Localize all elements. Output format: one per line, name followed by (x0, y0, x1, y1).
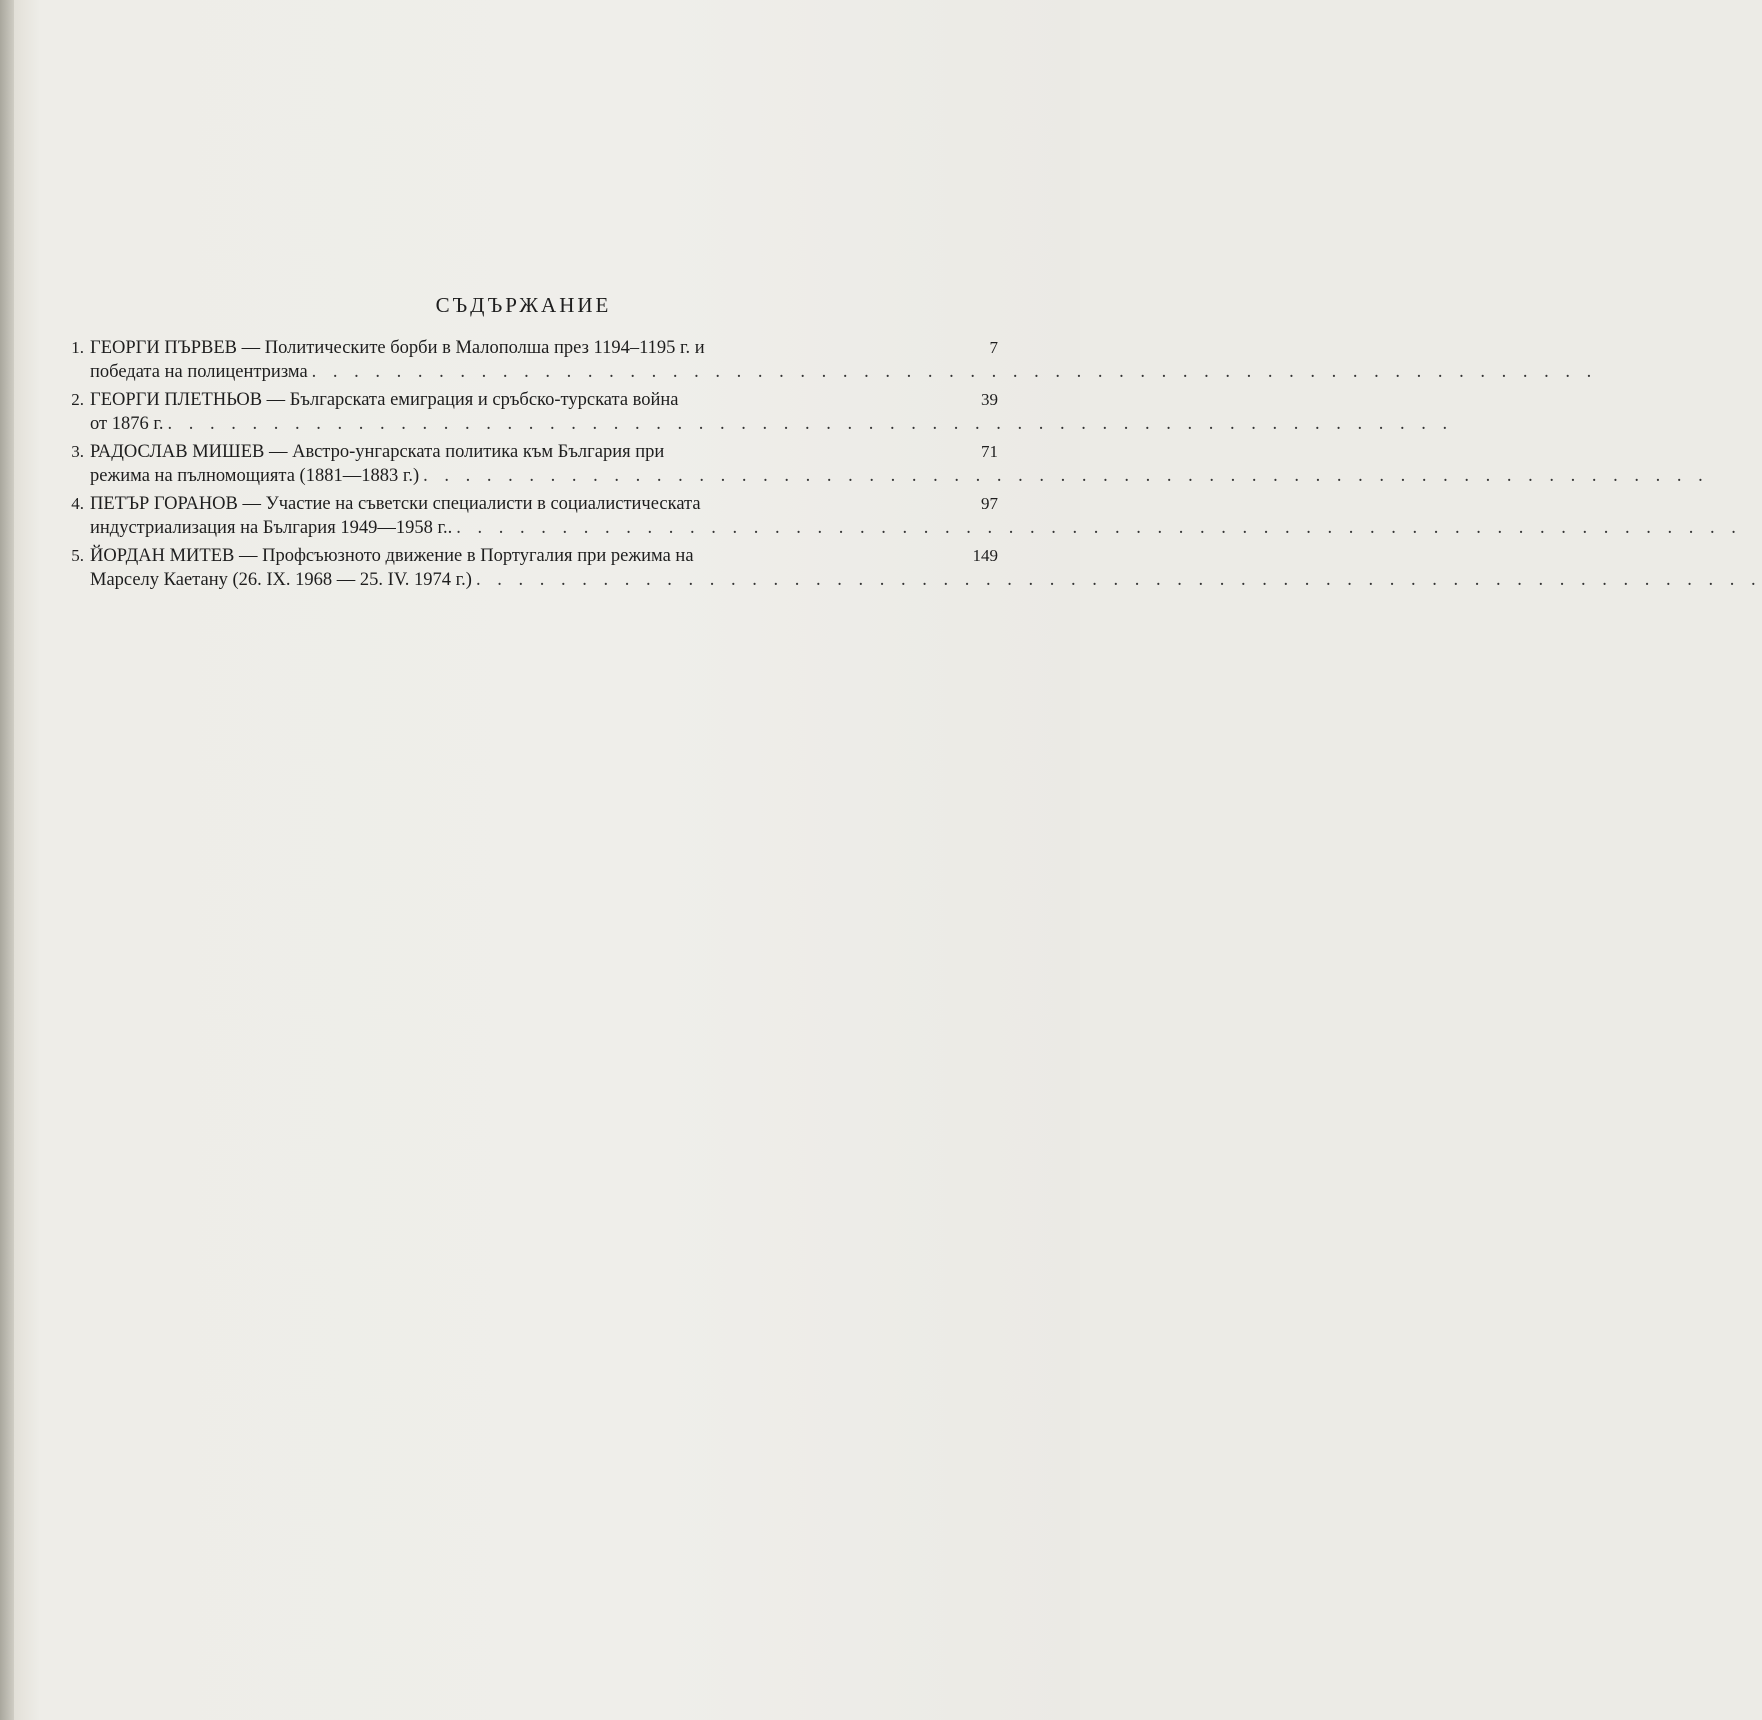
toc-entry (58, 544, 1762, 592)
entry-number: 5. (71, 546, 84, 565)
entry-title-end: от 1876 г. (90, 414, 164, 434)
entry-continuation-line (90, 412, 1454, 436)
entry-continuation-line (90, 568, 1762, 592)
dot-leader: . . . . . . . . . . . . . . . . . . . . . . . . . . . . . . . . . . . . . . . . . . . . . . . . . . . . . . . . . . . . . (456, 518, 1742, 538)
entry-page-number: 39 (981, 390, 998, 409)
entry-title-end: индустриализация на България 1949—1958 г.. (90, 518, 453, 538)
entry-page-number: 149 (972, 546, 998, 565)
entry-number: 2. (71, 390, 84, 409)
entry-title-end: режима на пълномощията (1881—1883 г.) (90, 466, 420, 486)
entry-page-number: 97 (981, 494, 998, 513)
dot-leader: . . . . . . . . . . . . . . . . . . . . . . . . . . . . . . . . . . . . . . . . . . . . . . . . . . . . . . . . . . . . . (167, 414, 1454, 434)
entry-continuation-line (90, 360, 1598, 384)
page-spine-shadow (0, 0, 14, 1720)
entry-title-end: победата на полицентризма (90, 362, 308, 382)
entry-page-number: 71 (981, 442, 998, 461)
entry-text (90, 336, 1598, 384)
toc-title: СЪДЪРЖАНИЕ (435, 293, 612, 317)
entry-title-line: ЙОРДАН МИТЕВ — Профсъюзното движение в Португалия при режима на (90, 546, 694, 566)
entry-continuation-line (90, 516, 1742, 540)
toc-entry (58, 440, 1709, 488)
entry-title-line: ПЕТЪР ГОРАНОВ — Участие на съветски специалисти в социалистическата (90, 494, 701, 514)
entry-number: 1. (71, 338, 84, 357)
entry-title-end: Марселу Каетану (26. IX. 1968 — 25. IV. 1974 г.) (90, 570, 472, 590)
dot-leader: . . . . . . . . . . . . . . . . . . . . . . . . . . . . . . . . . . . . . . . . . . . . . . . . . . . . . . . . . . . . . (475, 570, 1762, 590)
table-of-contents (58, 336, 1762, 596)
dot-leader: . . . . . . . . . . . . . . . . . . . . . . . . . . . . . . . . . . . . . . . . . . . . . . . . . . . . . . . . . . . . . (311, 362, 1598, 382)
toc-entry (58, 388, 1454, 436)
dot-leader: . . . . . . . . . . . . . . . . . . . . . . . . . . . . . . . . . . . . . . . . . . . . . . . . . . . . . . . . . . . . . (423, 466, 1709, 486)
entry-number: 3. (71, 442, 84, 461)
entry-page-number: 7 (989, 338, 998, 357)
entry-continuation-line (90, 464, 1709, 488)
entry-title-line: ГЕОРГИ ПЪРВЕВ — Политическите борби в Малополша през 1194–1195 г. и (90, 338, 705, 358)
toc-entry (58, 492, 1742, 540)
entry-title-line: РАДОСЛАВ МИШЕВ — Австро-унгарската политика към България при (90, 442, 665, 462)
entry-title-line: ГЕОРГИ ПЛЕТНЬОВ — Българската емиграция и сръбско-турската война (90, 390, 679, 410)
toc-entry (58, 336, 1598, 384)
entry-number: 4. (71, 494, 84, 513)
